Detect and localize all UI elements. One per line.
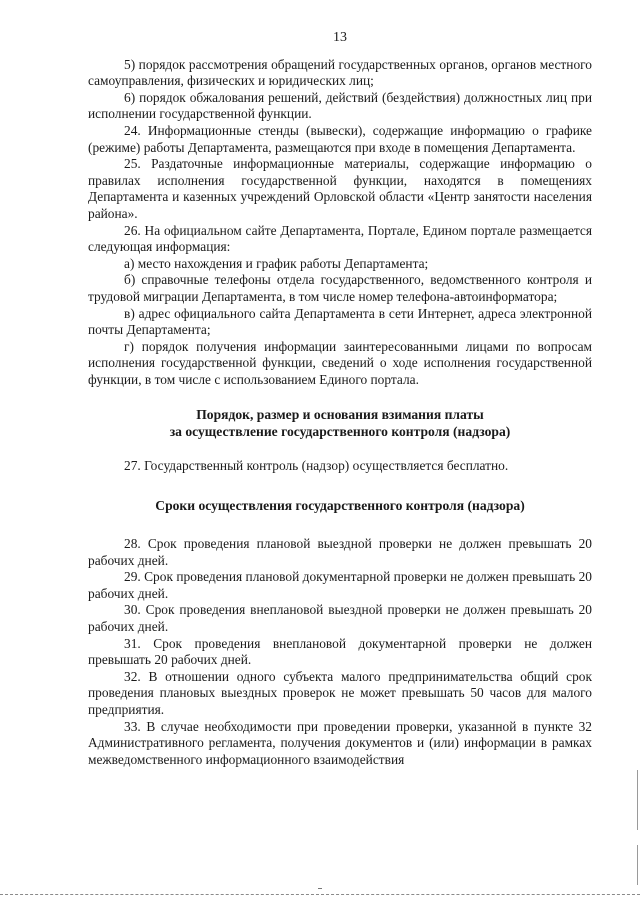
paragraph-26-official-site: 26. На официальном сайте Департамента, Портале, Едином портале размещается следующая информация: <box>88 222 592 255</box>
section-heading-fee <box>88 406 592 440</box>
paragraph-31-unplanned-documentary: 31. Срок проведения внеплановой документарной проверки не должен превышать 20 рабочих дней. <box>88 635 592 668</box>
scan-edge-mark <box>637 770 638 830</box>
scan-page-edge <box>0 894 640 895</box>
paragraph-32-small-business: 32. В отношении одного субъекта малого предпринимательства общий срок проведения плановых выездных проверок не может превышать 50 часов для малого предприятия. <box>88 668 592 717</box>
paragraph-26c-website: в) адрес официального сайта Департамента в сети Интернет, адреса электронной почты Департамента; <box>88 305 592 338</box>
paragraph-28-planned-onsite: 28. Срок проведения плановой выездной проверки не должен превышать 20 рабочих дней. <box>88 536 592 568</box>
section-heading-terms: Сроки осуществления государственного контроля (надзора) <box>155 498 525 514</box>
page-number: 13 <box>333 30 347 45</box>
paragraph-27-free-of-charge: 27. Государственный контроль (надзор) осуществляется бесплатно. <box>124 458 509 474</box>
paragraph-6-appeal-order: 6) порядок обжалования решений, действий (бездействия) должностных лиц при исполнении государственной функции. <box>88 89 592 122</box>
paragraph-30-unplanned-onsite: 30. Срок проведения внеплановой выездной проверки не должен превышать 20 рабочих дней. <box>88 602 592 635</box>
paragraph-26a-location: а) место нахождения и график работы Департамента; <box>124 255 429 271</box>
paragraph-26d-info-procedure: г) порядок получения информации заинтересованными лицами по вопросам исполнения государственной функции, сведений о ходе исполнения государственной функции, в том числе с использованием Единого портала. <box>88 338 592 387</box>
paragraph-33-interagency: 33. В случае необходимости при проведении проверки, указанной в пункте 32 Административного регламента, получения документов и (или) информации в рамках межведомственного информационного взаимодействия <box>88 718 592 767</box>
paragraph-24-info-stands: 24. Информационные стенды (вывески), содержащие информацию о графике (режиме) работы Департамента, размещаются при входе в помещения Департамента. <box>88 122 592 155</box>
paragraph-25-handout-materials: 25. Раздаточные информационные материалы, содержащие информацию о правилах исполнения государственной функции, находятся в помещениях Департамента и казенных учреждений Орловской области «Центр занятости населения района». <box>88 156 592 221</box>
scan-edge-mark-lower <box>637 845 638 885</box>
section-heading-fee-line1: Порядок, размер и основания взимания платы <box>196 407 484 423</box>
paragraph-5-review-order: 5) порядок рассмотрения обращений государственных органов, органов местного самоуправления, физических и юридических лиц; <box>88 56 592 89</box>
document-page <box>88 30 592 768</box>
paragraph-29-planned-documentary: 29. Срок проведения плановой документарной проверки не должен превышать 20 рабочих дней. <box>88 569 592 601</box>
paragraph-26b-phones: б) справочные телефоны отдела государственного, ведомственного контроля и трудовой миграции Департамента, в том числе номер телефона-автоинформатора; <box>88 272 592 304</box>
scan-artifact-tick <box>318 888 322 889</box>
section-heading-fee-line2: за осуществление государственного контроля (надзора) <box>169 424 511 440</box>
